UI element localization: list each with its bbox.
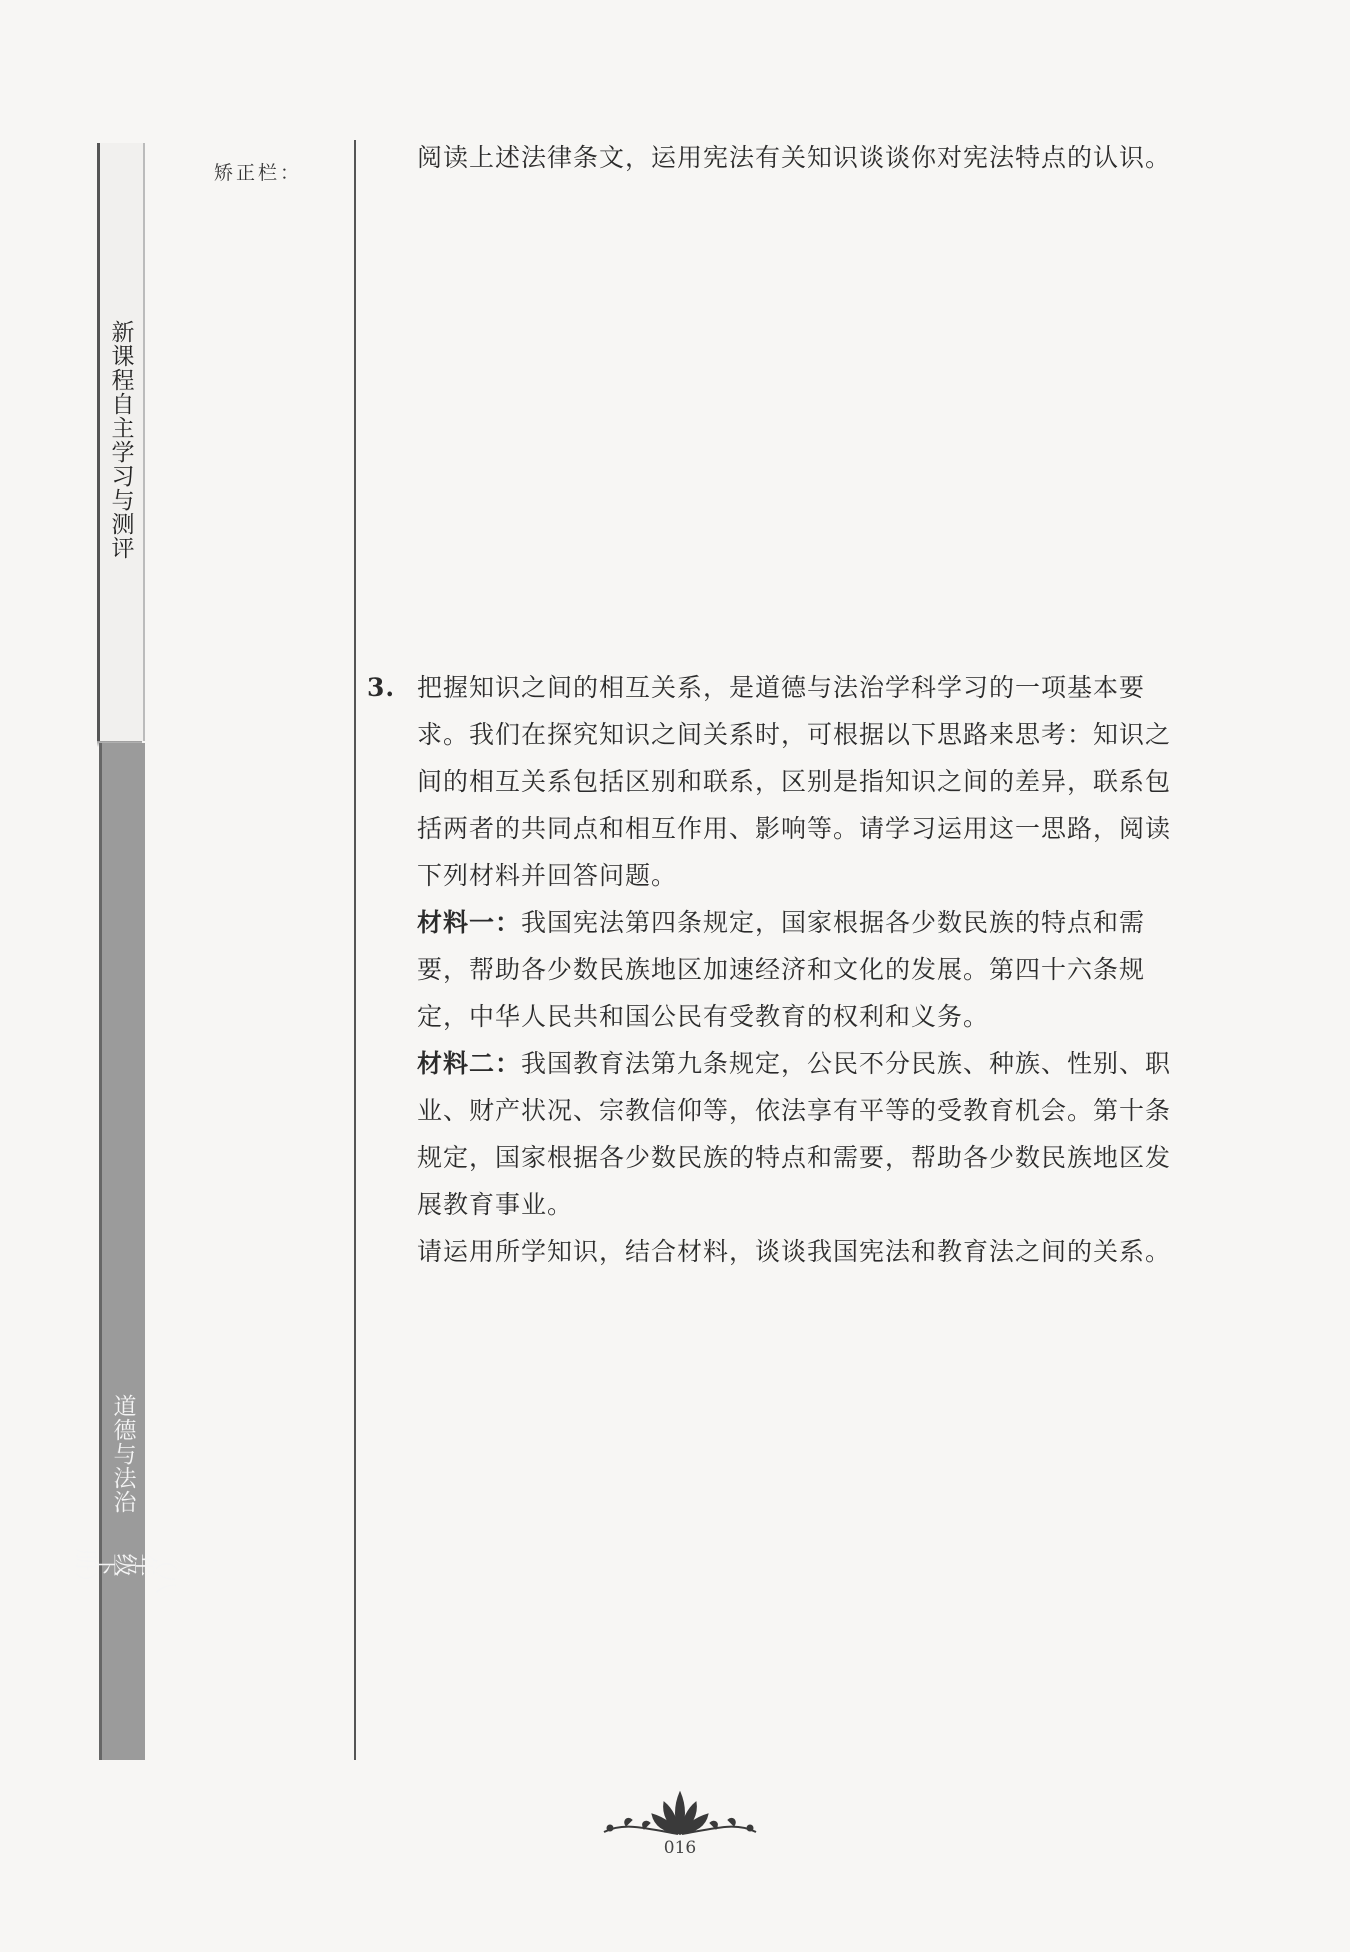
question-3-prompt: 请运用所学知识，结合材料，谈谈我国宪法和教育法之间的关系。 [417,1237,1172,1266]
question-3-intro-text: 把握知识之间的相互关系，是道德与法治学科学习的一项基本要求。我们在探究知识之间关系时，可根据以下思路来思考：知识之间的相互关系包括区别和联系，区别是指知识之间的差异，联系包括两者的共同点和相互作用、影响等。请学习运用这一思路，阅读下列材料并回答问题。 [417,673,1172,890]
series-tab [97,143,145,741]
margin-column [72,143,178,1760]
material-2-text: 我国教育法第九条规定，公民不分民族、种族、性别、职业、财产状况、宗教信仰等，依法享有平等的受教育机会。第十条规定，国家根据各少数民族的特点和需要，帮助各少数民族地区发展教育事业。 [417,1049,1172,1219]
material-1-label: 材料一： [417,908,522,937]
margin-divider-line [354,140,356,1760]
book-tab [72,743,178,1760]
material-2-label: 材料二： [417,1049,522,1078]
question-number: 3. [367,673,396,702]
material-1 [392,899,1172,1040]
floral-ornament-icon [600,1786,760,1842]
book-title-main: 道德与法治 [113,1394,137,1516]
question-3-intro [367,664,1172,899]
book-title [72,1394,178,1615]
book-title-paren: （八年级下册） [72,1548,178,1594]
page-number: 016 [663,1838,697,1858]
series-title: 新课程自主学习与测评 [111,320,135,562]
question-2-tail: 阅读上述法律条文，运用宪法有关知识谈谈你对宪法特点的认识。 [417,143,1172,172]
correction-column-label: 矫正栏： [214,162,303,184]
material-2 [392,1040,1172,1228]
question-3 [367,664,1172,1275]
material-1-text: 我国宪法第四条规定，国家根据各少数民族的特点和需要，帮助各少数民族地区加速经济和文化的发展。第四十六条规定，中华人民共和国公民有受教育的权利和义务。 [417,908,1146,1031]
